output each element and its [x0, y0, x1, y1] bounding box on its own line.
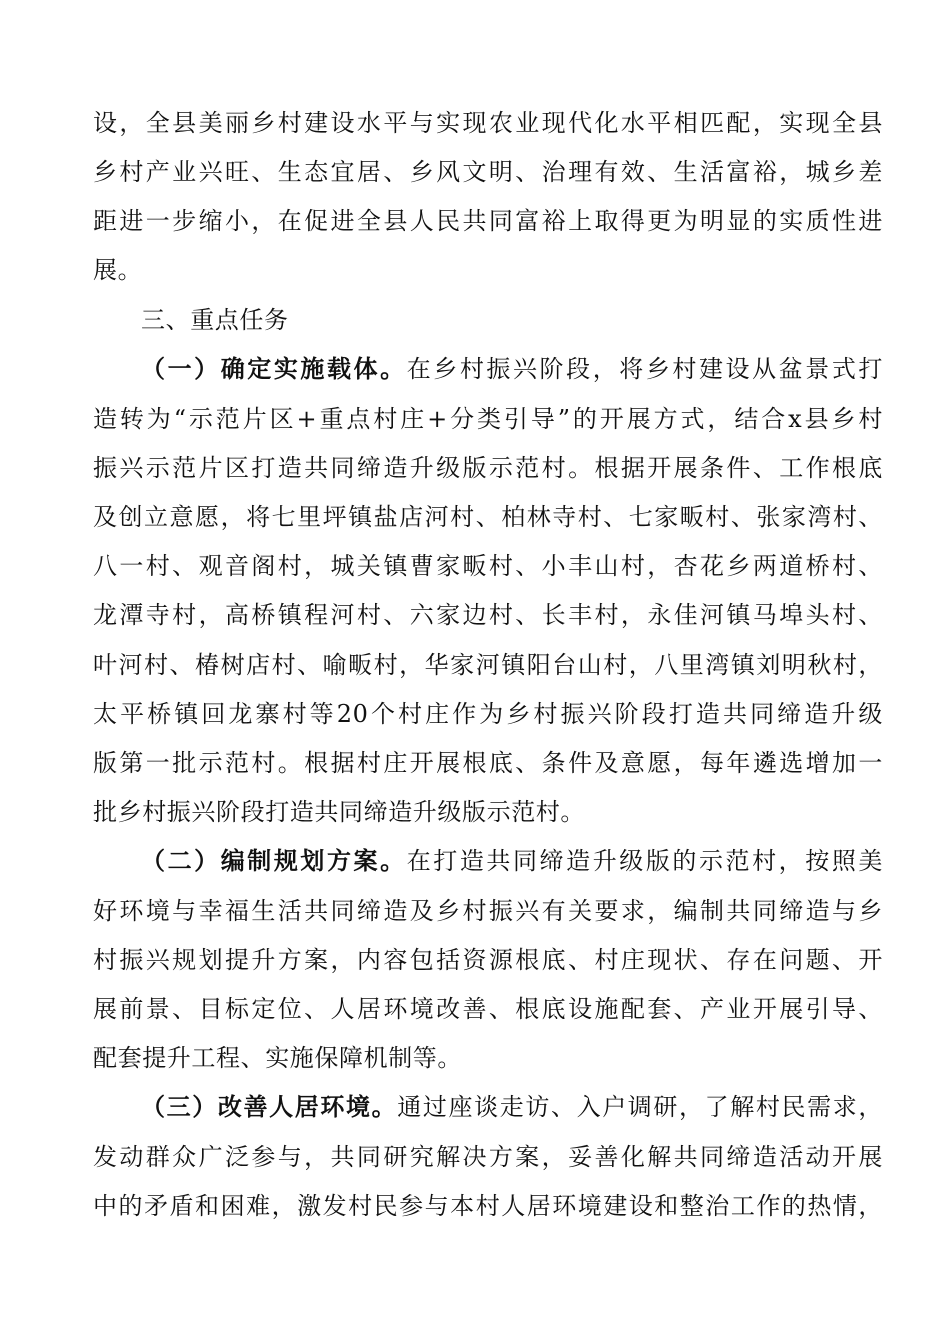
intro-line-2: 乡村产业兴旺、生态宜居、乡风文明、治理有效、生活富裕，城乡差	[93, 158, 883, 186]
task1-title: （一）确定实施载体。	[141, 354, 407, 383]
task3-line: 发动群众广泛参与，共同研究解决方案，妥善化解共同缔造活动开展	[93, 1143, 883, 1171]
task2-title: （二）编制规划方案。	[141, 846, 407, 875]
task1-line: 叶河村、椿树店村、喻畈村，华家河镇阳台山村，八里湾镇刘明秋村，	[93, 651, 883, 679]
task1-first-line-text: 在乡村振兴阶段，将乡村建设从盆景式打	[406, 355, 883, 383]
task1-line: 造转为“示范片区+重点村庄+分类引导”的开展方式，结合x县乡村	[93, 405, 883, 433]
task2-line: 展前景、目标定位、人居环境改善、根底设施配套、产业开展引导、	[93, 995, 883, 1023]
task1-line: 龙潭寺村，高桥镇程河村、六家边村、长丰村，永佳河镇马埠头村、	[93, 601, 883, 629]
task3-line: 中的矛盾和困难，激发村民参与本村人居环境建设和整治工作的热情，	[93, 1192, 883, 1220]
task2-line: 好环境与幸福生活共同缔造及乡村振兴有关要求，编制共同缔造与乡	[93, 897, 883, 925]
intro-line-3: 距进一步缩小，在促进全县人民共同富裕上取得更为明显的实质性进	[93, 207, 883, 235]
task2-first-line	[141, 841, 883, 881]
intro-line-4: 展。	[93, 256, 143, 284]
task1-line: 振兴示范片区打造共同缔造升级版示范村。根据开展条件、工作根底	[93, 454, 883, 482]
section-heading: 三、重点任务	[141, 306, 289, 334]
task2-line: 配套提升工程、实施保障机制等。	[93, 1044, 462, 1072]
task1-line: 八一村、观音阁村，城关镇曹家畈村、小丰山村，杏花乡两道桥村、	[93, 552, 883, 580]
task1-line: 版第一批示范村。根据村庄开展根底、条件及意愿，每年遴选增加一	[93, 749, 883, 777]
task1-line: 及创立意愿，将七里坪镇盐店河村、柏林寺村、七家畈村、张家湾村、	[93, 503, 883, 531]
intro-line-1: 设，全县美丽乡村建设水平与实现农业现代化水平相匹配，实现全县	[93, 109, 883, 137]
task2-line: 村振兴规划提升方案，内容包括资源根底、村庄现状、存在问题、开	[93, 946, 883, 974]
task3-title: （三）改善人居环境。	[141, 1092, 398, 1121]
task1-line: 太平桥镇回龙寨村等20个村庄作为乡村振兴阶段打造共同缔造升级	[93, 700, 883, 728]
task1-line: 批乡村振兴阶段打造共同缔造升级版示范村。	[93, 798, 585, 826]
task3-first-line	[141, 1087, 883, 1127]
task2-first-line-text: 在打造共同缔造升级版的示范村，按照美	[406, 847, 883, 875]
task3-first-line-text: 通过座谈走访、入户调研，了解村民需求，	[397, 1093, 883, 1121]
task1-first-line	[141, 349, 883, 389]
